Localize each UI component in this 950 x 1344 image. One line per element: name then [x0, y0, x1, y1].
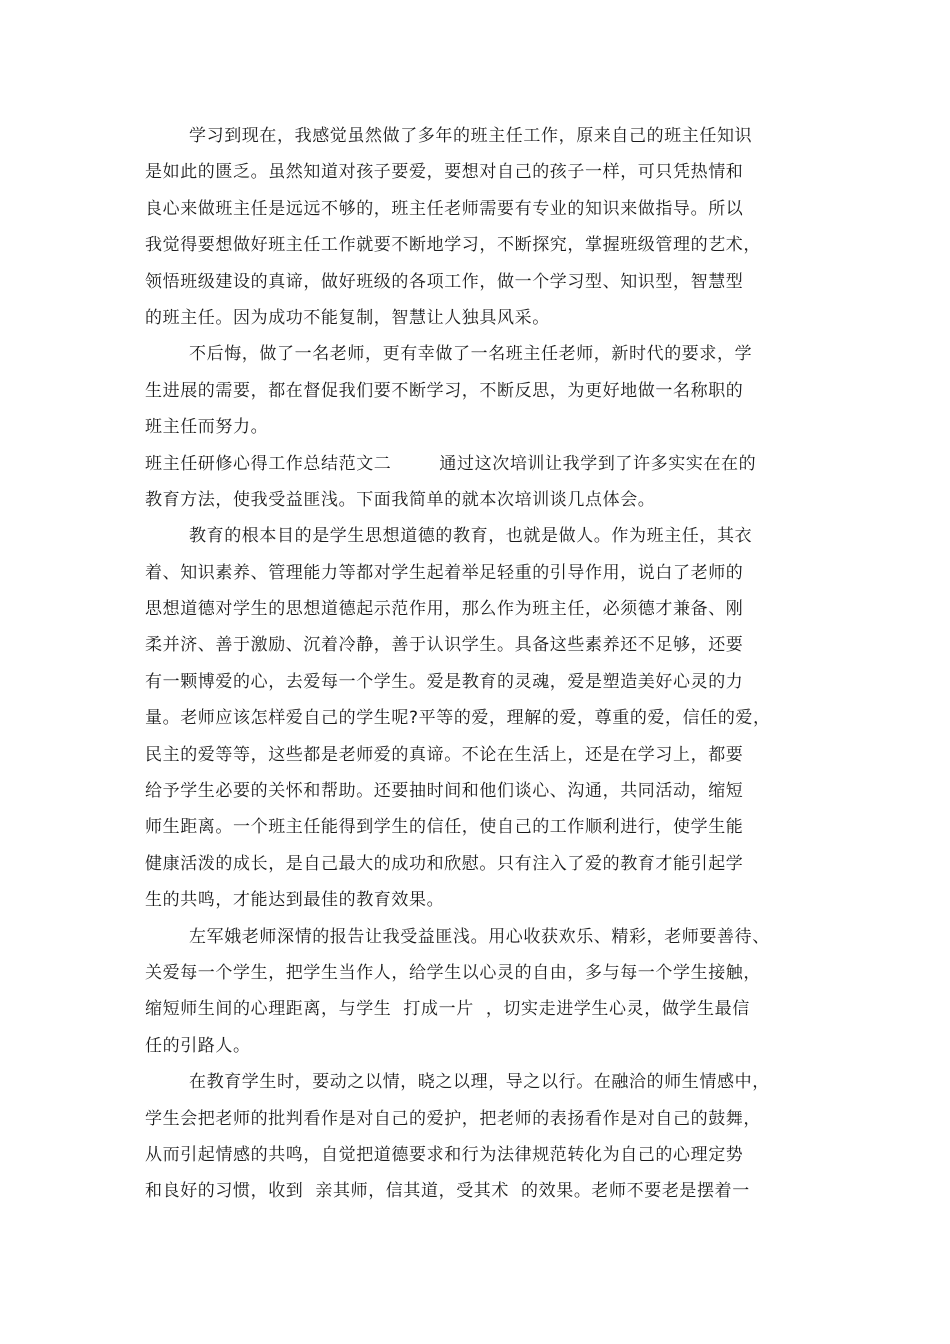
text-line: 着、知识素养、管理能力等都对学生起着举足轻重的引导作用，说白了老师的 — [145, 562, 744, 583]
text-line: 领悟班级建设的真谛，做好班级的各项工作，做一个学习型、知识型，智慧型 — [145, 271, 744, 292]
text-line: 不后悔，做了一名老师，更有幸做了一名班主任老师，新时代的要求，学 — [189, 344, 753, 365]
text-line: 良心来做班主任是远远不够的，班主任老师需要有专业的知识来做指导。所以 — [145, 198, 744, 219]
text-line: 思想道德对学生的思想道德起示范作用，那么作为班主任，必须德才兼备、刚 — [145, 599, 744, 620]
text-line: 师生距离。一个班主任能得到学生的信任，使自己的工作顺利进行，使学生能 — [145, 817, 744, 838]
text-line: 柔并济、善于激励、沉着冷静，善于认识学生。具备这些素养还不足够，还要 — [145, 635, 744, 656]
text-line: 在教育学生时，要动之以情，晓之以理，导之以行。在融洽的师生情感中， — [189, 1072, 770, 1093]
text-line: 是如此的匮乏。虽然知道对孩子要爱，要想对自己的孩子一样，可只凭热情和 — [145, 162, 744, 183]
text-line: 民主的爱等等，这些都是老师爱的真谛。不论在生活上，还是在学习上，都要 — [145, 744, 744, 765]
text-line: 的班主任。因为成功不能复制，智慧让人独具风采。 — [145, 307, 550, 328]
text-line: 给予学生必要的关怀和帮助。还要抽时间和他们谈心、沟通，共同活动，缩短 — [145, 781, 744, 802]
text-line: 生的共鸣，才能达到最佳的教育效果。 — [145, 890, 445, 911]
text-line: 缩短师生间的心理距离，与学生 打成一片 ，切实走进学生心灵，做学生最信 — [145, 999, 750, 1020]
text-line: 班主任而努力。 — [145, 417, 269, 438]
text-line: 学习到现在，我感觉虽然做了多年的班主任工作，原来自己的班主任知识 — [189, 126, 753, 146]
text-line: 关爱每一个学生，把学生当作人，给学生以心灵的自由，多与每一个学生接触， — [145, 962, 761, 983]
section-heading-line: 班主任研修心得工作总结范文二 通过这次培训让我学到了许多实实在在的 — [145, 453, 757, 474]
text-line: 和良好的习惯，收到 亲其师，信其道，受其术 的效果。老师不要老是摆着一 — [145, 1181, 750, 1202]
text-line: 教育方法，使我受益匪浅。下面我简单的就本次培训谈几点体会。 — [145, 489, 656, 510]
text-line: 我觉得要想做好班主任工作就要不断地学习，不断探究，掌握班级管理的艺术， — [145, 235, 761, 256]
text-line: 从而引起情感的共鸣，自觉把道德要求和行为法律规范转化为自己的心理定势 — [145, 1144, 744, 1165]
document-body — [145, 118, 825, 1210]
text-line: 有一颗博爱的心，去爱每一个学生。爱是教育的灵魂，爱是塑造美好心灵的力 — [145, 671, 744, 692]
text-line: 健康活泼的成长，是自己最大的成功和欣慰。只有注入了爱的教育才能引起学 — [145, 853, 744, 874]
text-line: 教育的根本目的是学生思想道德的教育，也就是做人。作为班主任，其衣 — [189, 526, 753, 547]
text-line: 任的引路人。 — [145, 1035, 251, 1056]
text-line: 学生会把老师的批判看作是对自己的爱护，把老师的表扬看作是对自己的鼓舞， — [145, 1108, 761, 1129]
text-line: 左军娥老师深情的报告让我受益匪浅。用心收获欢乐、精彩，老师要善待、 — [189, 926, 770, 947]
text-line: 生进展的需要，都在督促我们要不断学习，不断反思，为更好地做一名称职的 — [145, 380, 744, 401]
text-line: 量。老师应该怎样爱自己的学生呢?平等的爱，理解的爱，尊重的爱，信任的爱， — [145, 708, 771, 729]
